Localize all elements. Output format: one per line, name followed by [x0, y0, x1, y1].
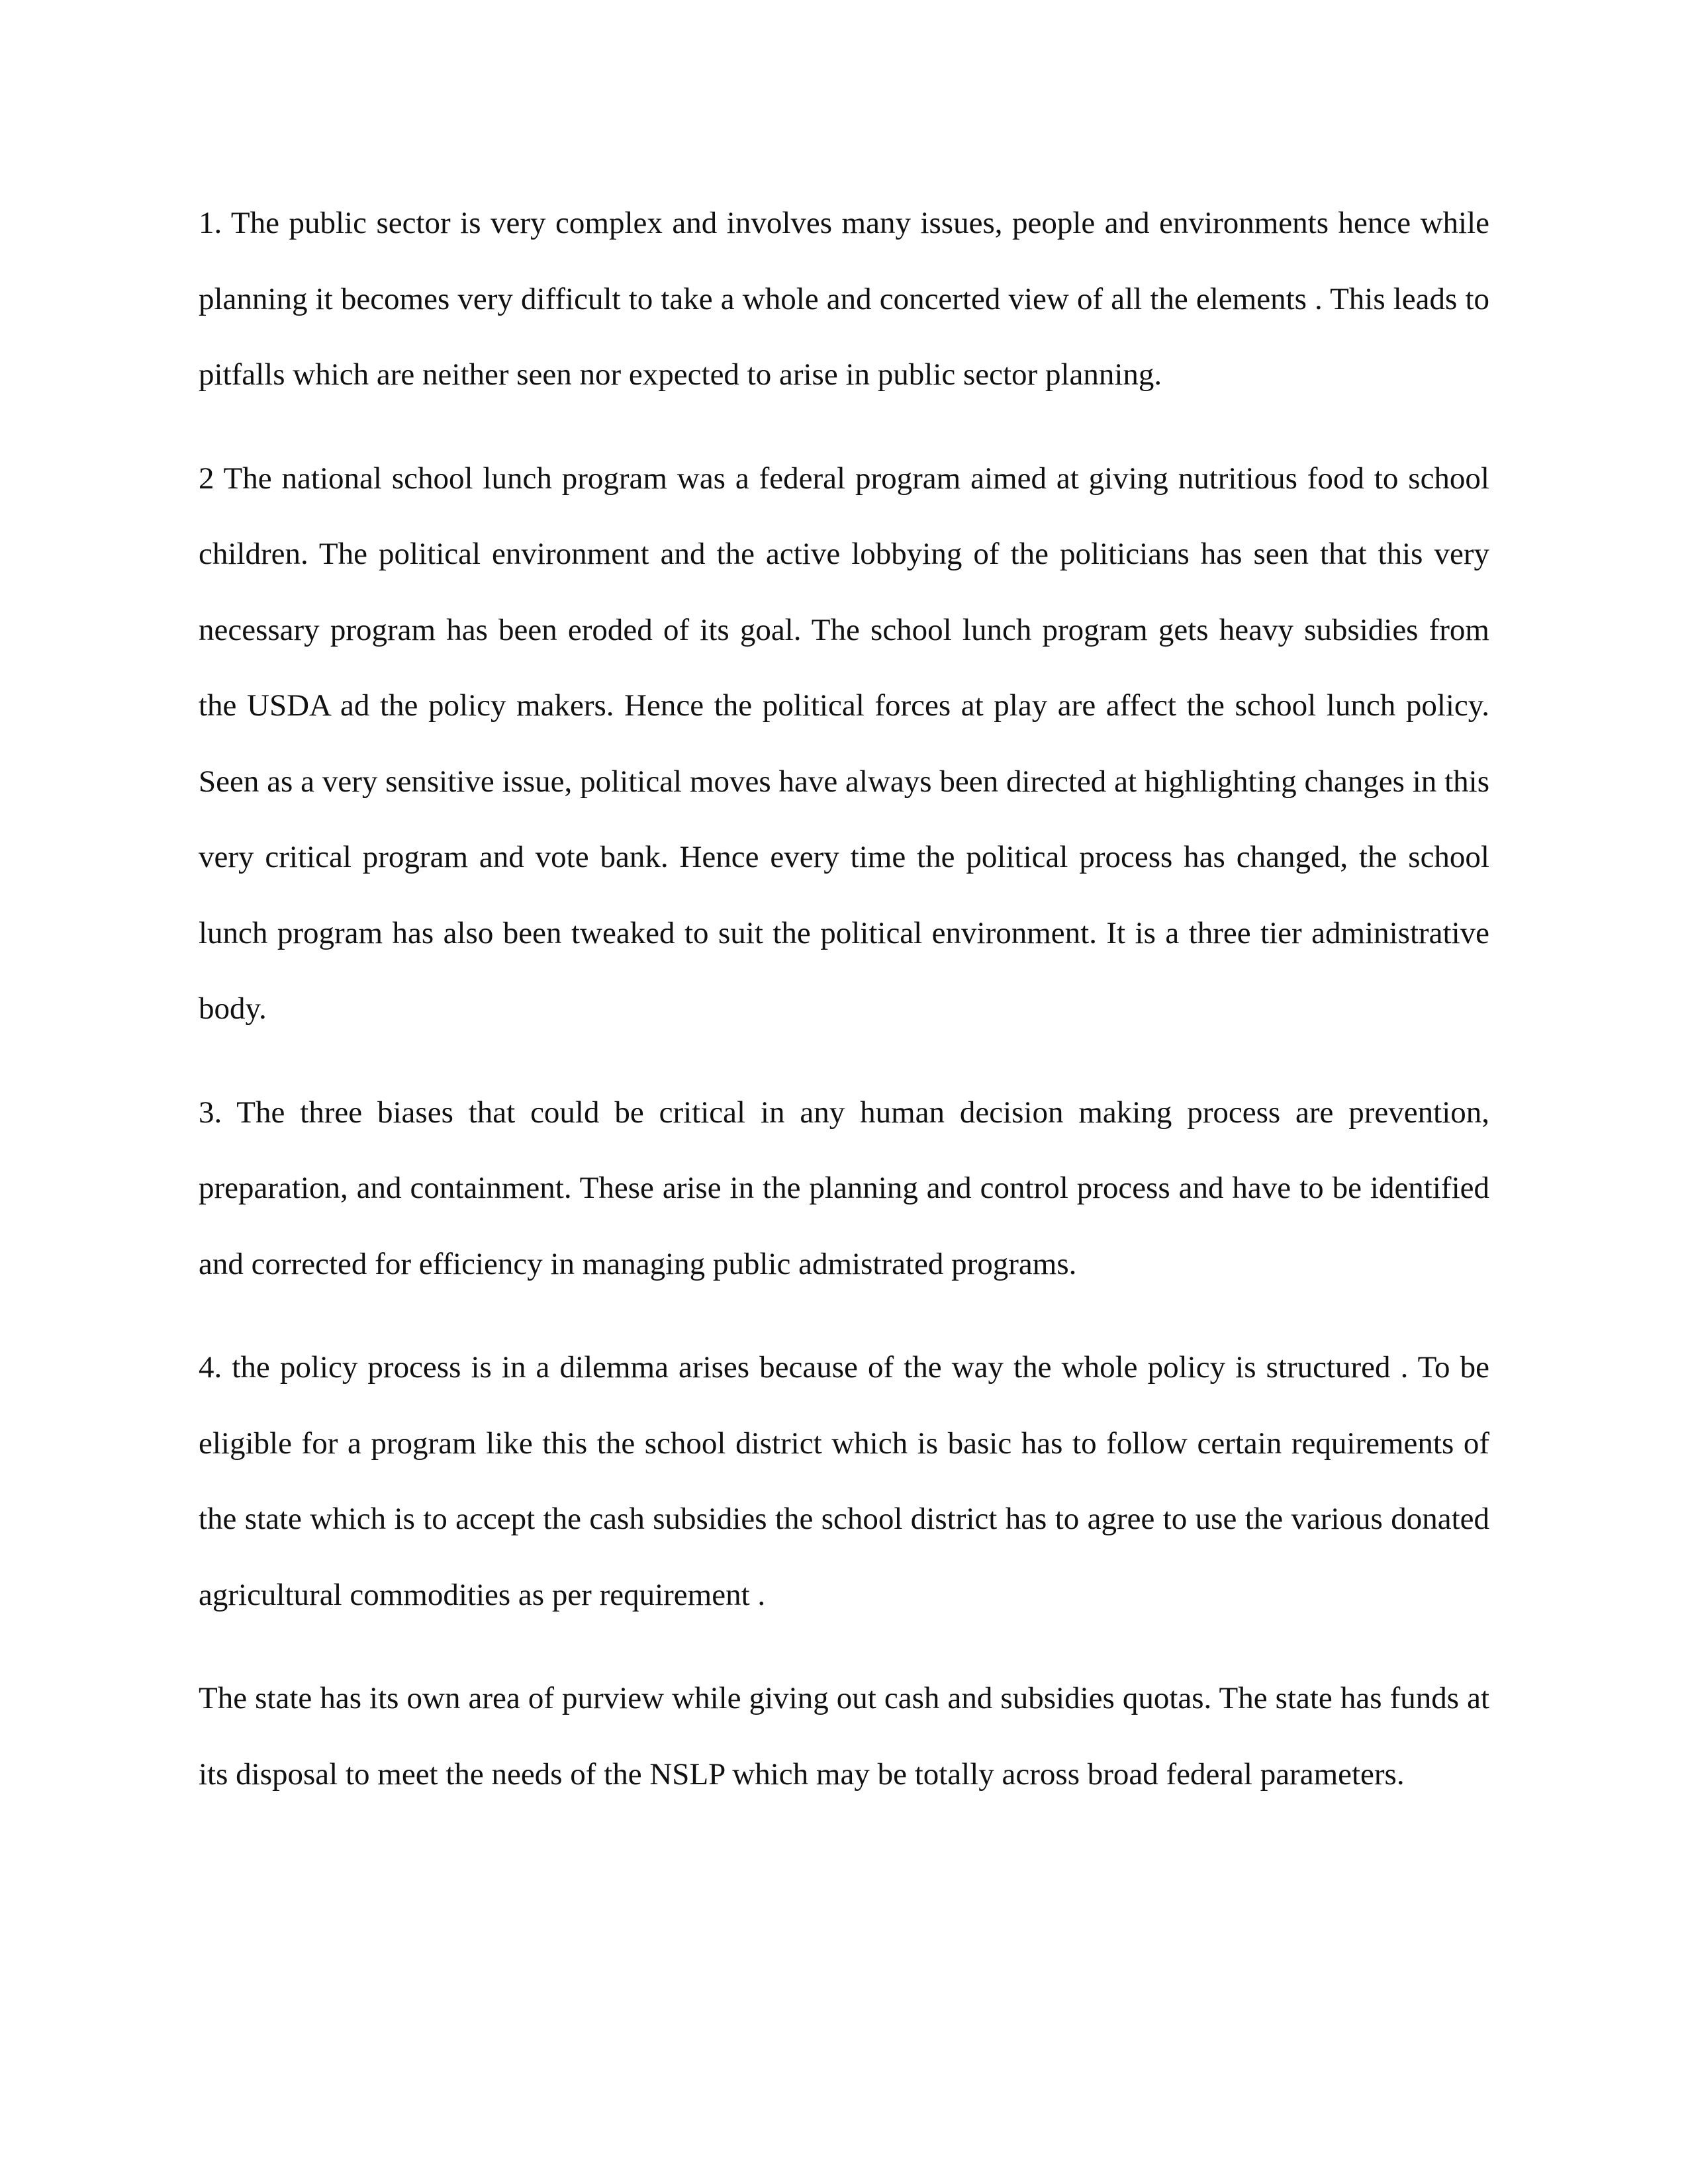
paragraph-5: The state has its own area of purview while giving out cash and subsidies quotas. The state has funds at its disposal to meet the needs of the NSLP which may be totally across broad federal parameters. — [199, 1681, 1489, 1792]
paragraph-1: 1. The public sector is very complex and involves many issues, people and environments hence while planning it becomes very difficult to take a whole and concerted view of all the elements . This leads to pitfalls which are neither seen nor expected to arise in public sector planning. — [199, 206, 1489, 392]
paragraph-4: 4. the policy process is in a dilemma arises because of the way the whole policy is structured . To be eligible for a program like this the school district which is basic has to follow certain requirements of the state which is to accept the cash subsidies the school district has to agree to use the various donated agricultural commodities as per requirement . — [199, 1350, 1489, 1612]
paragraph-3: 3. The three biases that could be critical in any human decision making process are prevention, preparation, and containment. These arise in the planning and control process and have to be identified and corrected for efficiency in managing public admistrated programs. — [199, 1095, 1489, 1281]
document-body — [199, 185, 1489, 1840]
paragraph-2: 2 The national school lunch program was a federal program aimed at giving nutritious food to school children. The political environment and the active lobbying of the politicians has seen that this very necessary program has been eroded of its goal. The school lunch program gets heavy subsidies from the USDA ad the policy makers. Hence the political forces at play are affect the school lunch policy. Seen as a very sensitive issue, political moves have always been directed at highlighting changes in this very critical program and vote bank. Hence every time the political process has changed, the school lunch program has also been tweaked to suit the political environment. It is a three tier administrative body. — [199, 461, 1489, 1026]
